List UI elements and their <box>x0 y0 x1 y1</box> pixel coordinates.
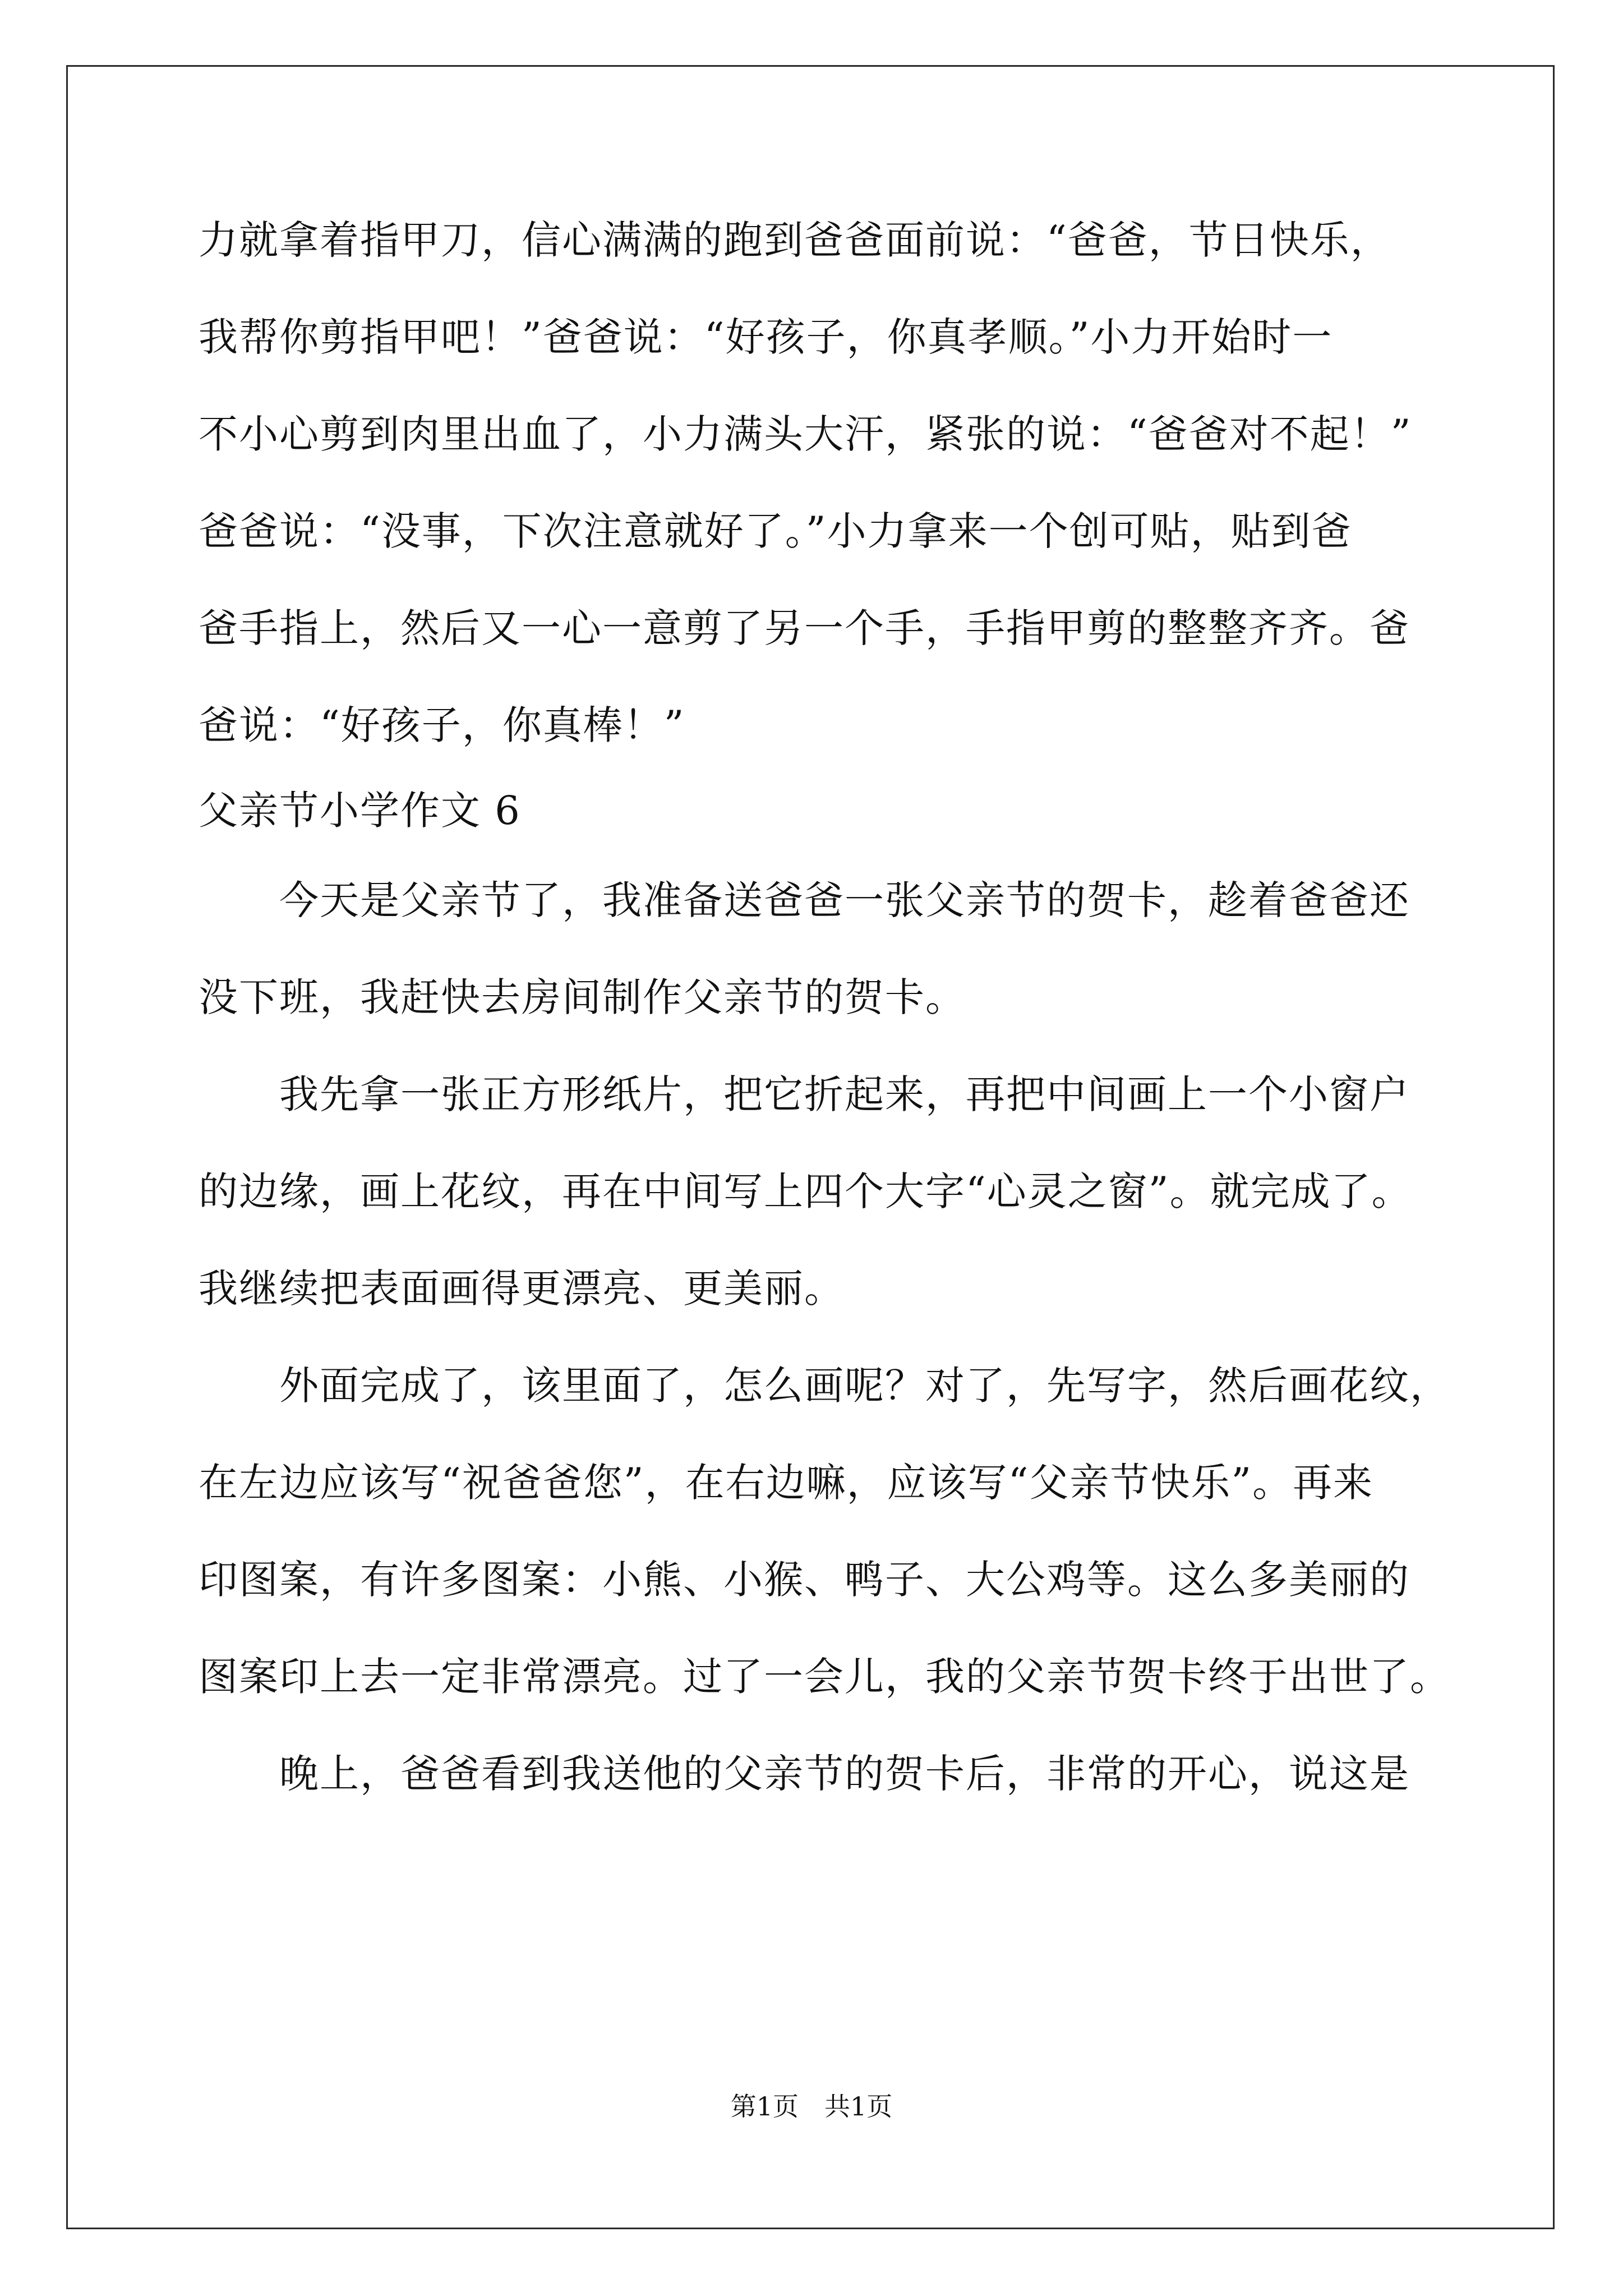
text-line: 力就拿着指甲刀，信心满满的跑到爸爸面前说：“爸爸，节日快乐， <box>199 217 1391 263</box>
text-line: 外面完成了，该里面了，怎么画呢？对了，先写字，然后画花纹， <box>199 1363 1450 1409</box>
text-line: 我继续把表面画得更漂亮、更美丽。 <box>199 1266 845 1312</box>
text-line: 我先拿一张正方形纸片，把它折起来，再把中间画上一个小窗户 <box>199 1071 1410 1117</box>
section-heading: 父亲节小学作文 6 <box>199 788 521 834</box>
text-line: 在左边应该写“祝爸爸您”，在右边嘛，应该写“父亲节快乐”。再来 <box>199 1460 1374 1506</box>
text-line: 爸说：“好孩子，你真棒！” <box>199 702 685 748</box>
text-line: 爸手指上，然后又一心一意剪了另一个手，手指甲剪的整整齐齐。爸 <box>199 605 1410 651</box>
text-line: 图案印上去一定非常漂亮。过了一会儿，我的父亲节贺卡终于出世了。 <box>199 1654 1450 1700</box>
text-line: 我帮你剪指甲吧！”爸爸说：“好孩子，你真孝顺。”小力开始时一 <box>199 314 1333 360</box>
text-line: 不小心剪到肉里出血了，小力满头大汗，紧张的说：“爸爸对不起！” <box>199 411 1412 457</box>
text-line: 今天是父亲节了，我准备送爸爸一张父亲节的贺卡，趁着爸爸还 <box>199 877 1410 923</box>
text-line: 没下班，我赶快去房间制作父亲节的贺卡。 <box>199 974 966 1020</box>
text-line: 爸爸说：“没事，下次注意就好了。”小力拿来一个创可贴，贴到爸 <box>199 508 1352 554</box>
page-border <box>66 65 1555 2229</box>
text-line: 晚上，爸爸看到我送他的父亲节的贺卡后，非常的开心，说这是 <box>199 1751 1410 1797</box>
page-footer: 第1页 共1页 <box>730 2091 893 2122</box>
text-line: 的边缘，画上花纹，再在中间写上四个大字“心灵之窗”。就完成了。 <box>199 1168 1412 1214</box>
text-line: 印图案，有许多图案：小熊、小猴、鸭子、大公鸡等。这么多美丽的 <box>199 1557 1410 1603</box>
